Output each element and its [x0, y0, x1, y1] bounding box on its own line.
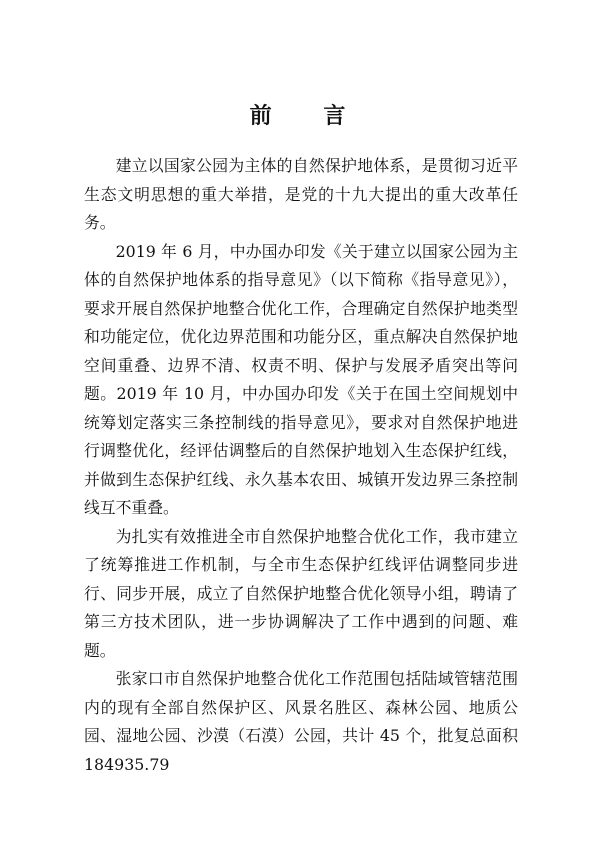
paragraph-work-mechanism: 为扎实有效推进全市自然保护地整合优化工作，我市建立了统筹推进工作机制，与全市生态保护红线评估调整同步进行、同步开展，成立了自然保护地整合优化领导小组，聘请了第三方技术团队，进一步协调解决了工作中遇到的问题、难题。	[84, 526, 518, 660]
paragraph-policy-background: 2019 年 6 月，中办国办印发《关于建立以国家公园为主体的自然保护地体系的指导意见》（以下简称《指导意见》），要求开展自然保护地整合优化工作，合理确定自然保护地类型和功能定位，优化边界范围和功能分区，重点解决自然保护地空间重叠、边界不清、权责不明、保护与发展矛盾突出等问题。2019 年 10 月，中办国办印发《关于在国土空间规划中统筹划定落实三条控制线的指导意见》，要求对自然保护地进行调整优化，经评估调整后的自然保护地划入生态保护红线，并做到生态保护红线、永久基本农田、城镇开发边界三条控制线互不重叠。	[84, 241, 518, 517]
document-title: 前 言	[249, 103, 368, 129]
paragraph-scope: 张家口市自然保护地整合优化工作范围包括陆域管辖范围内的现有全部自然保护区、风景名胜区、森林公园、地质公园、湿地公园、沙漠（石漠）公园，共计 45 个，批复总面积 184935.79	[84, 669, 518, 774]
paragraph-intro: 建立以国家公园为主体的自然保护地体系，是贯彻习近平生态文明思想的重大举措，是党的十九大提出的重大改革任务。	[84, 156, 518, 232]
document-body	[84, 152, 518, 779]
